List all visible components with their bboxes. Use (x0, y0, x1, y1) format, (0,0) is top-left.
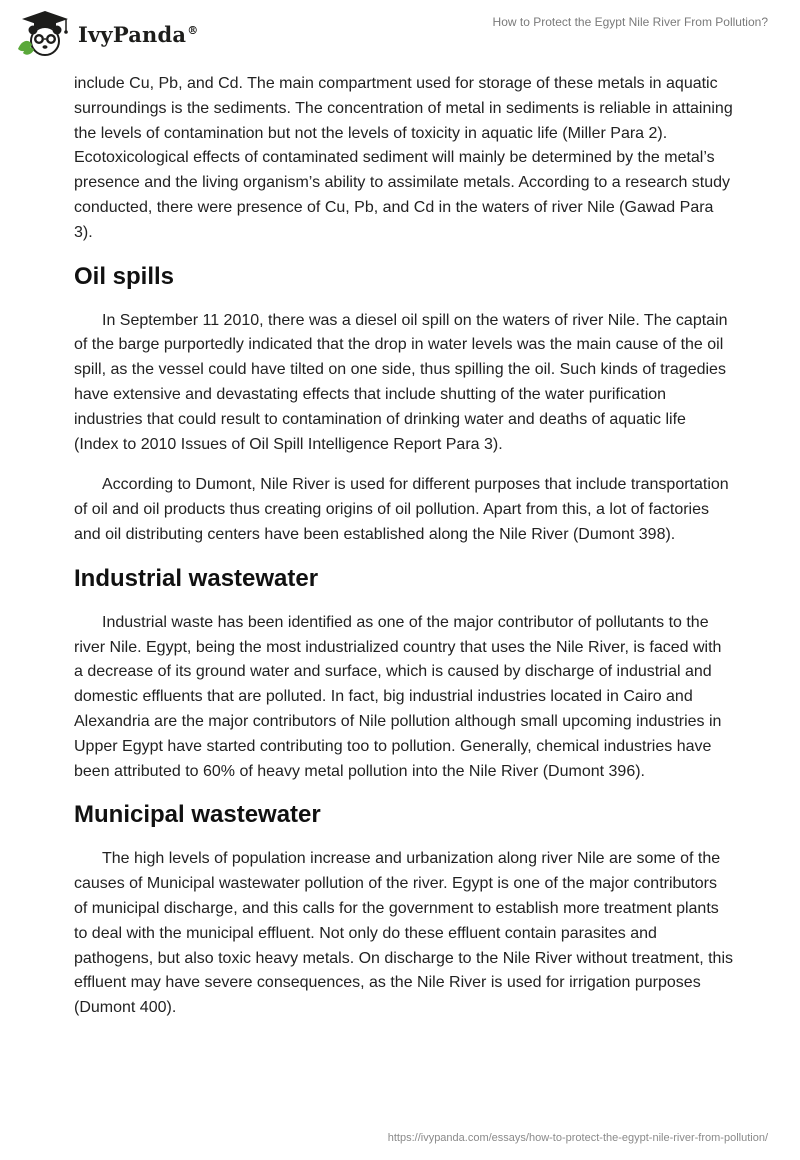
section-heading-industrial-wastewater: Industrial wastewater (74, 564, 319, 592)
paragraph: The high levels of population increase and urbanization along river Nile are some of the causes of Municipal wastewater pollution of the river. Egypt is one of the major contributors of municipal discharge, and this calls for the government to establish more treatment plants to deal with the municipal effluent. Not only do these effluent contain parasites and pathogens, but also toxic heavy metals. On discharge to the Nile River without treatment, this effluent may have severe consequences, as the Nile River is used for irrigation purposes (Dumont 400). (74, 850, 733, 1017)
ivypanda-logo[interactable] (14, 9, 199, 59)
section-heading-oil-spills: Oil spills (74, 262, 175, 290)
panda-graduate-icon (14, 9, 78, 59)
paragraph: According to Dumont, Nile River is used for different purposes that include transportation of oil and oil products thus creating origins of oil pollution. Apart from this, a lot of factories and oil distributing centers have been established along the Nile River (Dumont 398). (74, 476, 729, 543)
paragraph: Industrial waste has been identified as one of the major contributor of pollutants to the river Nile. Egypt, being the most industrialized country that uses the Nile River, is faced with a decrease of its ground water and surface, which is caused by discharge of industrial and domestic effluents that are polluted. In fact, big industrial industries located in Cairo and Alexandria are the major contributors of Nile pollution although small upcoming industries in Upper Egypt have started contributing too to pollution. Generally, chemical industries have been attributed to 60% of heavy metal pollution into the Nile River (Dumont 396). (74, 613, 722, 780)
source-url-link[interactable]: https://ivypanda.com/essays/how-to-protect-the-egypt-nile-river-from-pollution/ (387, 1132, 768, 1144)
section-heading-municipal-wastewater: Municipal wastewater (74, 801, 321, 829)
essay-body (74, 72, 734, 1037)
page-header (0, 0, 800, 66)
paragraph: In September 11 2010, there was a diesel oil spill on the waters of river Nile. The captain of the barge purportedly indicated that the drop in water levels was the main cause of the oil spill, as the vessel could have tilted on one side, thus spilling the oil. Such kinds of tragedies have extensive and devastating effects that include shutting of the water purification industries that could result to contamination of drinking water and deaths of aquatic life (Index to 2010 Issues of Oil Spill Intelligence Report Para 3). (74, 311, 728, 453)
document-title: How to Protect the Egypt Nile River From Pollution? (492, 15, 768, 29)
brand-name: IvyPanda® (78, 22, 199, 47)
paragraph: include Cu, Pb, and Cd. The main compartment used for storage of these metals in aquatic surroundings is the sediments. The concentration of metal in sediments is reliable in attaining the levels of contamination but not the levels of toxicity in aquatic life (Miller Para 2). Ecotoxicological effects of contaminated sediment will mainly be determined by the metal’s presence and the living organism’s ability to assimilate metals. According to a research study conducted, there were presence of Cu, Pb, and Cd in the waters of river Nile (Gawad Para 3). (74, 75, 733, 241)
